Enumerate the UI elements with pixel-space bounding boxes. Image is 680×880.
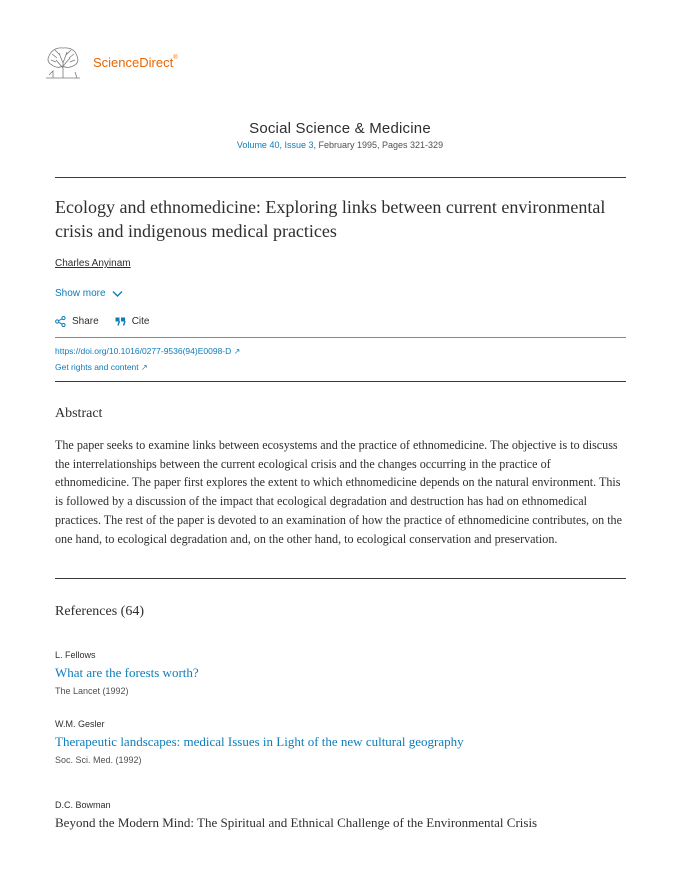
reference-source: Soc. Sci. Med. (1992): [55, 755, 142, 765]
share-icon: [55, 316, 66, 327]
reference-author: L. Fellows: [55, 650, 96, 660]
volume-issue-link[interactable]: Volume 40, Issue 3: [236, 140, 314, 150]
reference-title: Beyond the Modern Mind: The Spiritual and Ethnical Challenge of the Environmental Crisis: [55, 815, 538, 830]
brand-name[interactable]: ScienceDirect®: [93, 54, 178, 70]
divider: [55, 177, 626, 178]
reference-title-link[interactable]: Therapeutic landscapes: medical Issues in Light of the new cultural geography: [55, 734, 464, 749]
quote-icon: [115, 317, 126, 326]
journal-block: [0, 120, 680, 150]
reference-item: [55, 800, 626, 831]
references-heading: References (64): [55, 604, 145, 619]
cite-label: Cite: [131, 316, 150, 327]
abstract-heading: Abstract: [55, 406, 103, 421]
date-pages: , February 1995, Pages 321-329: [313, 140, 444, 150]
share-label: Share: [72, 316, 99, 327]
show-more-button[interactable]: [55, 288, 123, 299]
article-title: Ecology and ethnomedicine: Exploring links between current environmental crisis and indigenous medical practices: [55, 197, 606, 241]
divider: [55, 381, 626, 382]
share-button[interactable]: [55, 316, 99, 327]
journal-title[interactable]: Social Science & Medicine: [249, 120, 431, 137]
divider: [55, 337, 626, 338]
reference-item: [55, 719, 626, 765]
author-link[interactable]: Charles Anyinam: [55, 258, 131, 269]
abstract-text: The paper seeks to examine links between ecosystems and the practice of ethnomedicine. The objective is to discuss the interrelationships between the current ecological crisis and the changes occurring in the practice of ethnomedicine. The paper first explores the extent to which ethnomedicine depends on the natural environment. This is followed by a discussion of the impact that ecological degradation and destruction has had on ethnomedical practices. The rest of the paper is devoted to an examination of how the practice of ethnomedicine contributes, on the one hand, to ecological degradation and, on the other hand, to ecological conservation and preservation.: [55, 438, 622, 546]
doi-text: https://doi.org/10.1016/0277-9536(94)E0098-D: [55, 346, 232, 356]
show-more-label: Show more: [55, 288, 106, 299]
divider: [55, 578, 626, 579]
reference-author: W.M. Gesler: [55, 719, 105, 729]
article-actions: [55, 316, 149, 327]
reference-item: [55, 650, 626, 696]
external-link-icon: ↗: [141, 363, 148, 372]
journal-info: [0, 140, 680, 150]
doi-link[interactable]: [55, 346, 240, 356]
chevron-down-icon: [112, 290, 123, 298]
site-header: [43, 42, 178, 82]
rights-text: Get rights and content: [55, 362, 139, 372]
reference-source: The Lancet (1992): [55, 686, 129, 696]
external-link-icon: ↗: [233, 347, 241, 356]
elsevier-tree-logo[interactable]: [43, 44, 83, 80]
rights-link[interactable]: [55, 362, 148, 372]
reference-title-link[interactable]: What are the forests worth?: [55, 665, 199, 680]
cite-button[interactable]: [115, 316, 150, 327]
reference-author: D.C. Bowman: [55, 800, 111, 810]
